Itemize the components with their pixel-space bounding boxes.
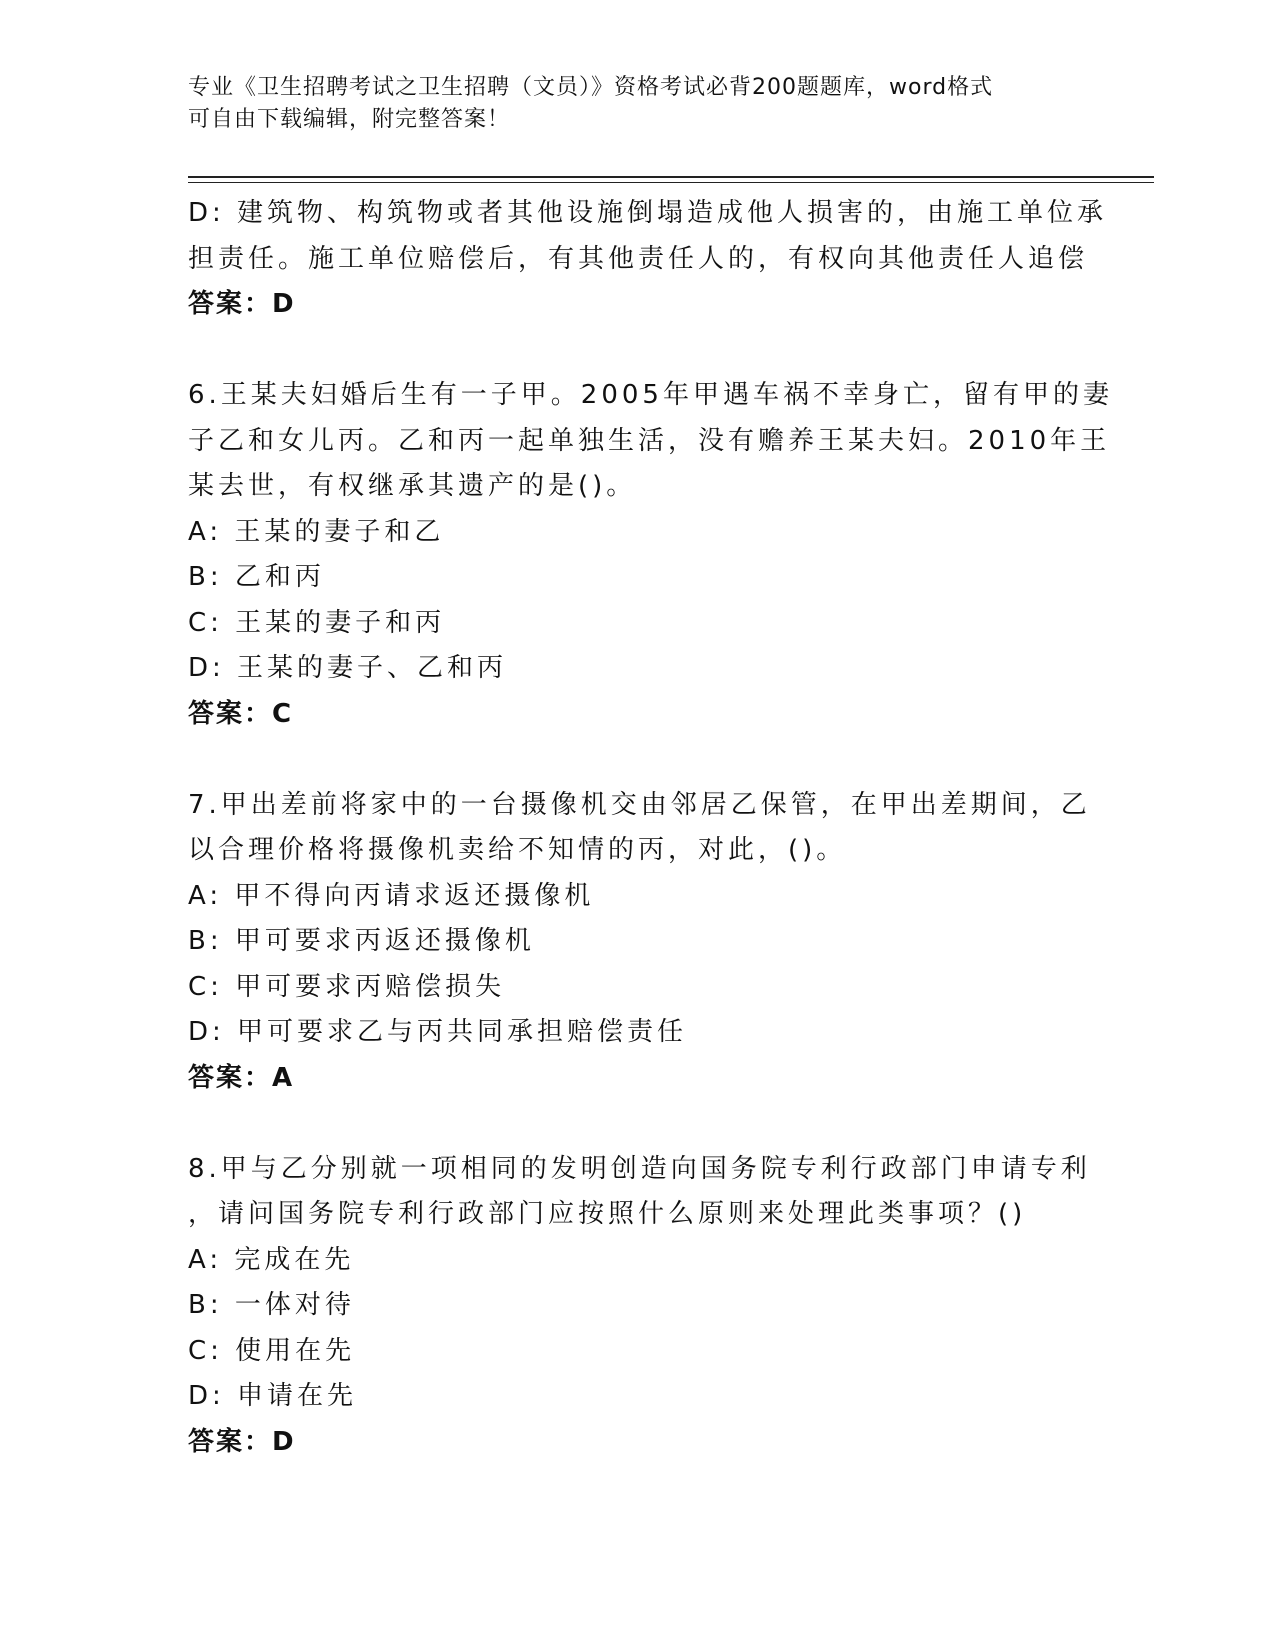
option-c: C: 使用在先 (188, 1335, 356, 1366)
option-b: B: 乙和丙 (188, 562, 325, 592)
option-a: A: 完成在先 (188, 1244, 355, 1275)
header-title-line-1: 专业《卫生招聘考试之卫生招聘（文员）》资格考试必背200题题库，word格式 (188, 75, 994, 100)
answer-line: 答案：D (188, 1426, 296, 1457)
question-stem-line: 6.王某夫妇婚后生有一子甲。2005年甲遇车祸不幸身亡，留有甲的妻 (188, 380, 1113, 410)
spacer (188, 737, 1078, 783)
question-7 (188, 783, 1091, 1102)
option-a: A: 甲不得向丙请求返还摄像机 (188, 880, 595, 911)
question-stem-line: 8.甲与乙分别就一项相同的发明创造向国务院专利行政部门申请专利 (188, 1153, 1091, 1184)
option-d-line-1: D: 建筑物、构筑物或者其他设施倒塌造成他人损害的，由施工单位承 (188, 198, 1108, 228)
option-c: C: 王某的妻子和丙 (188, 607, 446, 638)
option-a: A: 王某的妻子和乙 (188, 516, 445, 547)
document-header (188, 72, 1088, 136)
question-8 (188, 1147, 1091, 1466)
answer-line: 答案：C (188, 698, 294, 729)
question-content (188, 191, 1113, 1465)
option-d: D: 王某的妻子、乙和丙 (188, 653, 508, 683)
option-b: B: 一体对待 (188, 1290, 355, 1320)
header-title-line-2: 可自由下载编辑，附完整答案！ (188, 107, 511, 132)
question-stem-line: 7.甲出差前将家中的一台摄像机交由邻居乙保管，在甲出差期间，乙 (188, 789, 1091, 820)
answer-line: 答案：D (188, 289, 296, 319)
answer-line: 答案：A (188, 1062, 295, 1093)
question-6 (188, 373, 1113, 737)
spacer (188, 328, 1078, 374)
option-d-line-2: 担责任。施工单位赔偿后，有其他责任人的，有权向其他责任人追偿 (188, 243, 1089, 274)
header-rule-thin (188, 182, 1154, 183)
previous-question-tail (188, 191, 1108, 328)
question-stem-line: 子乙和女儿丙。乙和丙一起单独生活，没有赡养王某夫妇。2010年王 (188, 425, 1111, 456)
option-d: D: 甲可要求乙与丙共同承担赔偿责任 (188, 1017, 688, 1047)
option-d: D: 申请在先 (188, 1381, 358, 1411)
header-rule-thick (188, 176, 1154, 178)
question-stem-line: ，请问国务院专利行政部门应按照什么原则来处理此类事项？() (188, 1199, 1027, 1229)
option-b: B: 甲可要求丙返还摄像机 (188, 926, 535, 956)
spacer (188, 1101, 1078, 1147)
question-stem-line: 以合理价格将摄像机卖给不知情的丙，对此，()。 (188, 835, 847, 865)
question-stem-line: 某去世，有权继承其遗产的是()。 (188, 471, 637, 501)
option-c: C: 甲可要求丙赔偿损失 (188, 971, 506, 1002)
